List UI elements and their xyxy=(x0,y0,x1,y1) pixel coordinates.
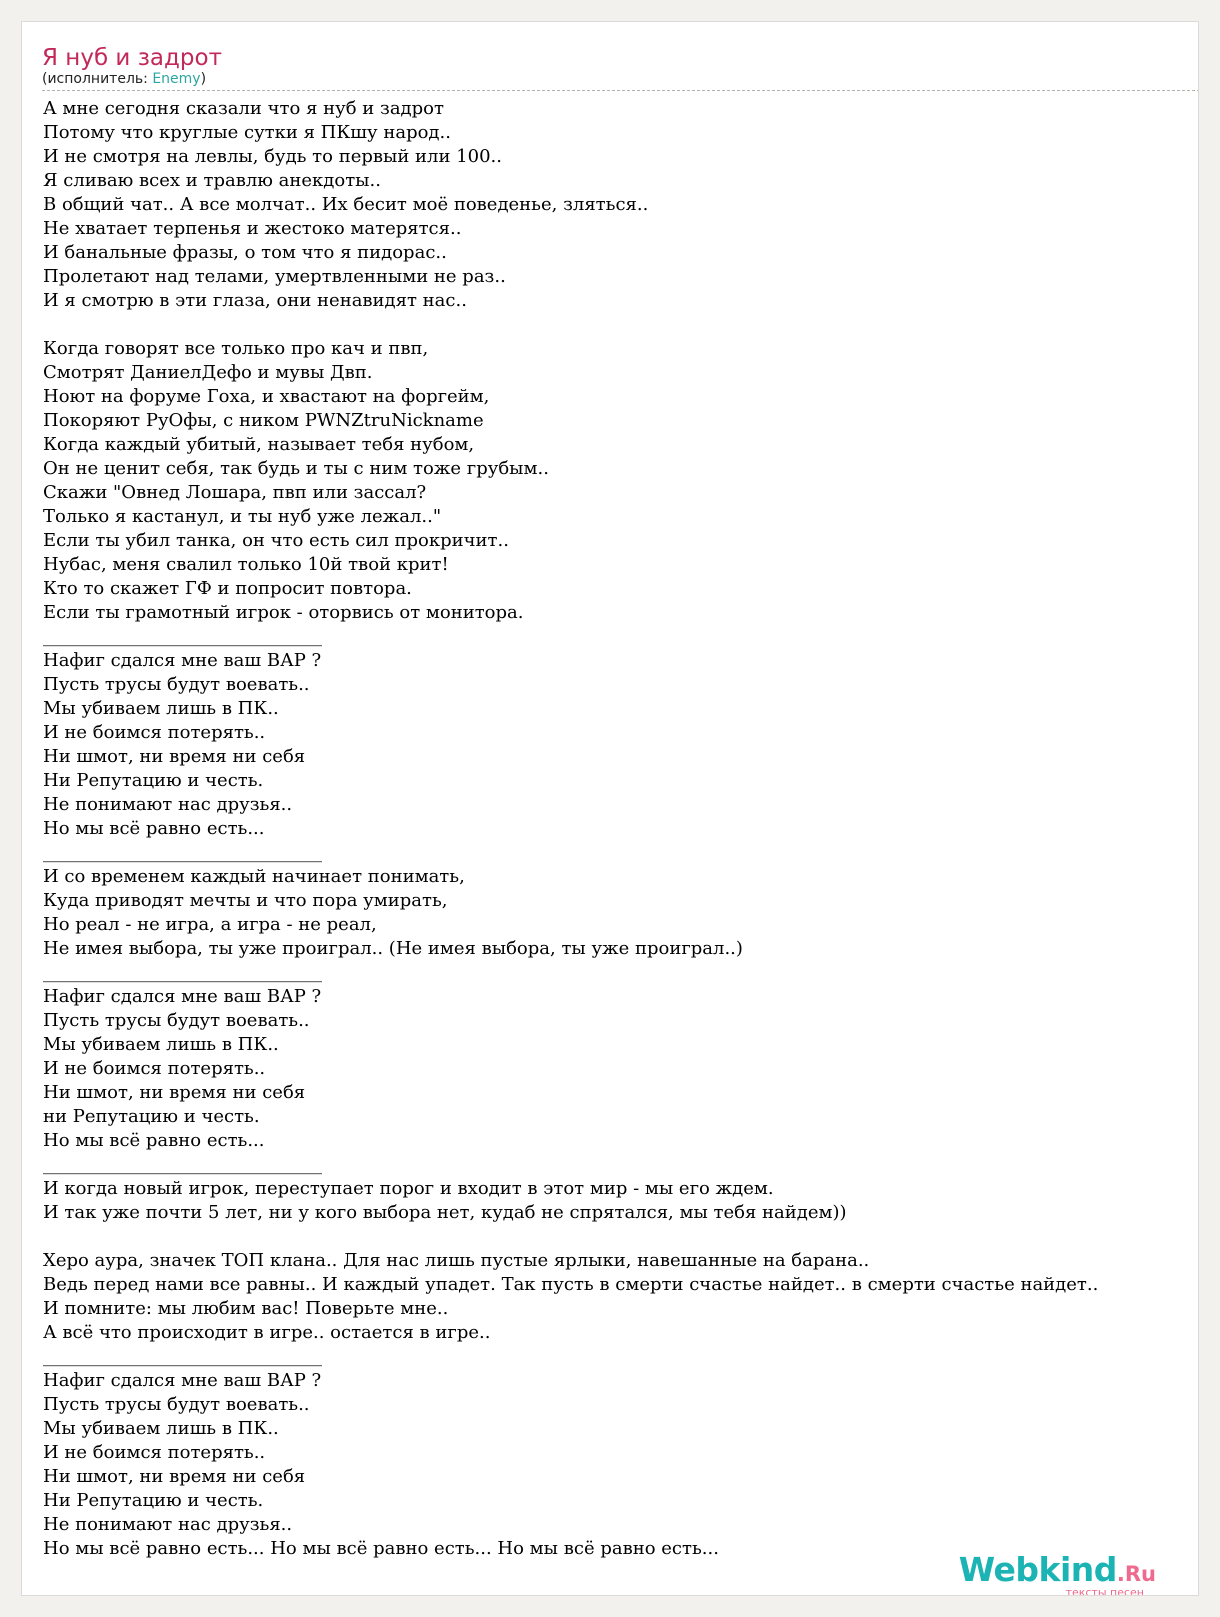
lyrics-line: Ни шмот, ни время ни себя xyxy=(43,746,306,767)
lyrics-line: Ведь перед нами все равны.. И каждый упадет. Так пусть в смерти счастье найдет.. в смерти счастье найдет.. xyxy=(43,1274,1099,1295)
lyrics-line: ни Репутацию и честь. xyxy=(43,1106,260,1127)
performer-prefix: (исполнитель: xyxy=(42,71,153,87)
lyrics-separator: _______________________________ xyxy=(43,1154,322,1175)
lyrics-line: Пусть трусы будут воевать.. xyxy=(43,674,310,695)
lyrics-line: И помните: мы любим вас! Поверьте мне.. xyxy=(43,1298,449,1319)
lyrics-line: Херо аура, значек ТОП клана.. Для нас лишь пустые ярлыки, навешанные на барана.. xyxy=(43,1250,870,1271)
lyrics-line: Скажи "Овнед Лошара, пвп или зассал? xyxy=(43,482,427,503)
lyrics-separator: _______________________________ xyxy=(43,626,322,647)
lyrics-line: И со временем каждый начинает понимать, xyxy=(43,866,465,887)
lyrics-line: И я смотрю в эти глаза, они ненавидят нас.. xyxy=(43,290,467,311)
lyrics-line: Нафиг сдался мне ваш ВАР ? xyxy=(43,650,322,671)
lyrics-line: В общий чат.. А все молчат.. Их бесит моё поведенье, зляться.. xyxy=(43,194,649,215)
lyrics-separator: _______________________________ xyxy=(43,962,322,983)
lyrics-line: Пусть трусы будут воевать.. xyxy=(43,1394,310,1415)
logo-tagline: тексты песен xyxy=(1065,1586,1144,1596)
logo-tld: .Ru xyxy=(1116,1562,1156,1586)
lyrics-line: Только я кастанул, и ты нуб уже лежал.." xyxy=(43,506,442,527)
lyrics-line: И не боимся потерять.. xyxy=(43,1058,266,1079)
performer-link[interactable]: Enemy xyxy=(152,71,201,87)
lyrics-line: Мы убиваем лишь в ПК.. xyxy=(43,698,279,719)
lyrics-line: И банальные фразы, о том что я пидорас.. xyxy=(43,242,447,263)
lyrics-line: Нафиг сдался мне ваш ВАР ? xyxy=(43,986,322,1007)
song-title: Я нуб и задрот xyxy=(42,45,222,71)
lyrics-line: Но мы всё равно есть... xyxy=(43,1130,265,1151)
lyrics-line: Пролетают над телами, умертвленными не раз.. xyxy=(43,266,506,287)
lyrics-line: Не понимают нас друзья.. xyxy=(43,1514,293,1535)
lyrics-line: Нафиг сдался мне ваш ВАР ? xyxy=(43,1370,322,1391)
lyrics-blank-line xyxy=(43,313,1098,337)
header-divider xyxy=(42,90,1199,91)
lyrics-line: Покоряют РуОфы, с ником PWNZtruNickname xyxy=(43,410,484,431)
lyrics-line: Я сливаю всех и травлю анекдоты.. xyxy=(43,170,381,191)
lyrics-line: Потому что круглые сутки я ПКшу народ.. xyxy=(43,122,451,143)
lyrics-page xyxy=(21,21,1199,1596)
lyrics-line: Нубас, меня свалил только 10й твой крит! xyxy=(43,554,449,575)
lyrics-line: Когда каждый убитый, называет тебя нубом, xyxy=(43,434,475,455)
performer-suffix: ) xyxy=(200,71,207,87)
lyrics-line: Но реал - не игра, а игра - не реал, xyxy=(43,914,377,935)
lyrics-line: Не имея выбора, ты уже проиграл.. (Не имея выбора, ты уже проиграл..) xyxy=(43,938,743,959)
lyrics-line: А мне сегодня сказали что я нуб и задрот xyxy=(43,98,444,119)
lyrics-line: Кто то скажет ГФ и попросит повтора. xyxy=(43,578,412,599)
lyrics-line: Ни Репутацию и честь. xyxy=(43,1490,264,1511)
lyrics-line: Мы убиваем лишь в ПК.. xyxy=(43,1034,279,1055)
lyrics-line: Когда говорят все только про кач и пвп, xyxy=(43,338,429,359)
lyrics-line: Смотрят ДаниелДефо и мувы Двп. xyxy=(43,362,373,383)
lyrics-separator: _______________________________ xyxy=(43,842,322,863)
lyrics-text xyxy=(43,97,1098,1561)
lyrics-line: И когда новый игрок, переступает порог и входит в этот мир - мы его ждем. xyxy=(43,1178,774,1199)
lyrics-line: Ни Репутацию и честь. xyxy=(43,770,264,791)
lyrics-line: Ни шмот, ни время ни себя xyxy=(43,1466,306,1487)
lyrics-line: И не боимся потерять.. xyxy=(43,1442,266,1463)
lyrics-line: Пусть трусы будут воевать.. xyxy=(43,1010,310,1031)
lyrics-line: Ноют на форуме Гоха, и хвастают на форгейм, xyxy=(43,386,490,407)
lyrics-line: И не смотря на левлы, будь то первый или 100.. xyxy=(43,146,502,167)
lyrics-line: Он не ценит себя, так будь и ты с ним тоже грубым.. xyxy=(43,458,549,479)
lyrics-line: Куда приводят мечты и что пора умирать, xyxy=(43,890,448,911)
lyrics-line: Не понимают нас друзья.. xyxy=(43,794,293,815)
site-logo[interactable] xyxy=(958,1550,1156,1596)
lyrics-line: Ни шмот, ни время ни себя xyxy=(43,1082,306,1103)
lyrics-line: Если ты убил танка, он что есть сил прокричит.. xyxy=(43,530,509,551)
lyrics-line: Не хватает терпенья и жестоко матерятся.. xyxy=(43,218,462,239)
logo-brand: Webkind xyxy=(958,1550,1117,1589)
lyrics-separator: _______________________________ xyxy=(43,1346,322,1367)
lyrics-line: Мы убиваем лишь в ПК.. xyxy=(43,1418,279,1439)
lyrics-line: А всё что происходит в игре.. остается в игре.. xyxy=(43,1322,491,1343)
lyrics-blank-line xyxy=(43,1225,1098,1249)
lyrics-line: И не боимся потерять.. xyxy=(43,722,266,743)
lyrics-line: И так уже почти 5 лет, ни у кого выбора нет, кудаб не спрятался, мы тебя найдем)) xyxy=(43,1202,847,1223)
performer-line xyxy=(42,70,206,88)
lyrics-line: Но мы всё равно есть... xyxy=(43,818,265,839)
lyrics-line: Если ты грамотный игрок - оторвись от монитора. xyxy=(43,602,524,623)
lyrics-line: Но мы всё равно есть... Но мы всё равно есть... Но мы всё равно есть... xyxy=(43,1538,719,1559)
